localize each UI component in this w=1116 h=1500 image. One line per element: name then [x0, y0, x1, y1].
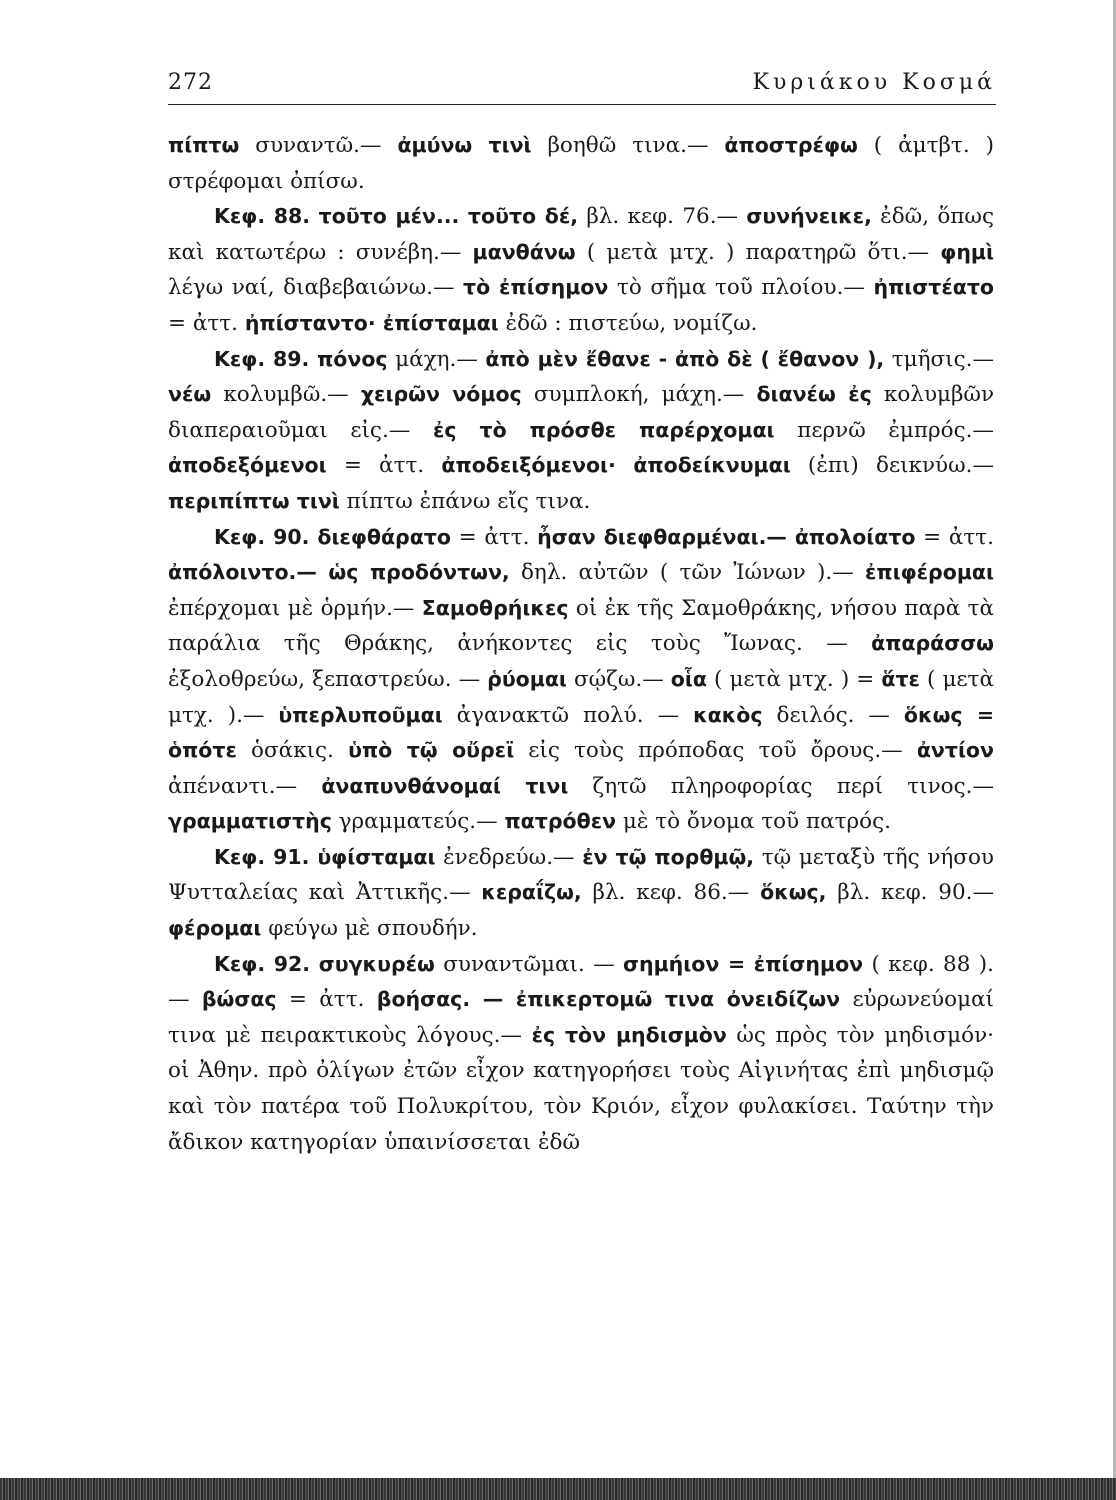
- gloss: μάχη.—: [387, 346, 486, 372]
- gloss: ἐνεδρεύω.—: [435, 844, 583, 870]
- lemma: φέρομαι: [168, 916, 262, 941]
- lemma: συνήνεικε,: [746, 204, 872, 229]
- gloss: δειλός. —: [762, 702, 904, 728]
- lemma: ἀμύνω τινὶ: [397, 133, 532, 157]
- gloss: ἀγανακτῶ πολύ. —: [442, 702, 694, 728]
- document-body: [168, 128, 994, 1160]
- gloss: τῷ μεταξὺ τῆς νήσου Ψυτταλείας καὶ Ἀττικῆς.—: [168, 844, 994, 906]
- gloss: ὡς πρὸς τὸν μηδισμόν· οἱ Ἀθην. πρὸ ὀλίγων ἐτῶν εἶχον κατηγορήσει τοὺς Αἰγινήτας ἐπὶ μηδισμῷ καὶ τὸν πατέρα τοῦ Πολυκρίτου, τὸν Κριόν, εἶχον φυλακίσει. Ταύτην τὴν ἄδικον κατηγορίαν ὑπαινίσσεται ἐδῶ: [168, 1022, 994, 1155]
- gloss: ( κεφ. 88 ).—: [168, 951, 995, 1013]
- lemma: πίπτω: [168, 133, 240, 157]
- gloss: (ἐπι) δεικνύω.—: [790, 453, 994, 479]
- page-number: 272: [168, 70, 213, 95]
- gloss: πίπτω ἐπάνω εἴς τινα.: [339, 488, 591, 514]
- gloss: περνῶ ἐμπρός.—: [774, 417, 994, 443]
- gloss: εὐρωνεύομαί τινα μὲ πειρακτικοὺς λόγους.—: [168, 987, 994, 1048]
- gloss: ( μετὰ μτχ. ) =: [706, 666, 882, 692]
- gloss: βλ. κεφ. 76.—: [578, 204, 747, 230]
- lemma: ἐς τὸν μηδισμὸν: [531, 1022, 727, 1047]
- paragraph: [168, 840, 994, 947]
- gloss: = ἀττ.: [276, 987, 377, 1013]
- gloss: ἐξολοθρεύω, ξεπαστρεύω. —: [168, 666, 488, 692]
- lemma: μανθάνω: [472, 239, 576, 264]
- scan-edge: [0, 1478, 1116, 1500]
- gloss: γραμματεύς.—: [331, 809, 505, 835]
- paragraph: [168, 128, 994, 199]
- page-header: [168, 70, 996, 105]
- gloss: κολυμβῶ.—: [211, 382, 361, 408]
- gloss: ἐδῶ : πιστεύω, νομίζω.: [498, 310, 758, 336]
- lemma: περιπίπτω τινὶ: [168, 488, 340, 513]
- gloss: ( μετὰ μτχ. ).—: [168, 666, 994, 728]
- lemma: ἀντίον: [916, 738, 994, 763]
- lemma: Κεφ. 92. συγκυρέω: [214, 951, 435, 976]
- lemma: πατρόθεν: [504, 809, 617, 834]
- lemma: νέω: [168, 382, 212, 407]
- lemma: ὑπερλυποῦμαι: [278, 702, 443, 727]
- gloss: βοηθῶ τινα.—: [531, 133, 725, 158]
- lemma: ἠπίσταντο· ἐπίσταμαι: [244, 310, 499, 335]
- gloss: συμπλοκή, μάχη.—: [521, 382, 757, 408]
- gloss: ἀπέναντι.—: [168, 773, 322, 799]
- lemma: φημὶ: [940, 239, 994, 264]
- lemma: τὸ ἐπίσημον: [463, 275, 609, 300]
- lemma: βώσας: [201, 987, 277, 1012]
- gloss: βλ. κεφ. 90.—: [826, 880, 994, 906]
- lemma: Σαμοθρήικες: [421, 595, 569, 620]
- lemma: Κεφ. 88. τοῦτο μέν... τοῦτο δέ,: [214, 204, 579, 229]
- lemma: κακὸς: [693, 702, 763, 727]
- gloss: ἐδῶ, ὅπως καὶ κατωτέρω : συνέβη.—: [168, 204, 994, 265]
- lemma: ἦσαν διεφθαρμέναι.— ἀπολοίατο: [537, 524, 916, 549]
- lemma: σημήιον = ἐπίσημον: [623, 951, 864, 976]
- lemma: ἀναπυνθάνομαί τινι: [321, 773, 569, 798]
- lemma: ἐς τὸ πρόσθε παρέρχομαι: [432, 417, 775, 442]
- lemma: χειρῶν νόμος: [360, 382, 522, 407]
- gloss: τὸ σῆμα τοῦ πλοίου.—: [608, 275, 874, 301]
- lemma: κεραΐζω,: [481, 880, 582, 905]
- gloss: λέγω ναί, διαβεβαιώνω.—: [168, 275, 464, 301]
- lemma: ἀπόλοιντο.— ὡς προδόντων,: [168, 560, 510, 585]
- gloss: = ἀττ.: [168, 310, 245, 336]
- lemma: γραμματιστὴς: [168, 809, 332, 834]
- lemma: ἅτε: [881, 666, 920, 691]
- lemma: ἀποδεξόμενοι: [168, 453, 327, 478]
- gloss: συναντῶμαι. —: [434, 951, 624, 977]
- gloss: ἐπέρχομαι μὲ ὁρμήν.—: [168, 595, 422, 621]
- gloss: = ἀττ.: [915, 524, 994, 550]
- gloss: συναντῶ.—: [239, 133, 398, 158]
- lemma: ἠπιστέατο: [873, 275, 994, 300]
- paragraph: [168, 199, 994, 341]
- gloss: κολυμβῶν διαπεραιοῦμαι εἰς.—: [168, 382, 995, 443]
- lemma: ἐν τῷ πορθμῷ,: [582, 844, 755, 869]
- gloss: φεύγω μὲ σπουδήν.: [261, 916, 478, 942]
- gloss: = ἀττ.: [450, 524, 538, 550]
- gloss: μὲ τὸ ὄνομα τοῦ πατρός.: [616, 809, 891, 835]
- lemma: διανέω ἐς: [756, 382, 872, 407]
- lemma: ἀπαράσσω: [871, 631, 994, 656]
- lemma: ὅκως,: [760, 880, 827, 905]
- gloss: = ἀττ.: [326, 453, 442, 479]
- lemma: ἀποδειξόμενοι· ἀποδείκνυμαι: [441, 453, 791, 478]
- gloss: ζητῶ πληροφορίας περί τινος.—: [568, 773, 994, 799]
- lemma: Κεφ. 89. πόνος: [214, 346, 388, 371]
- lemma: ἐπιφέρομαι: [865, 560, 994, 585]
- lemma: ἀπὸ μὲν ἔθανε - ἀπὸ δὲ ( ἔθανον ),: [485, 346, 885, 371]
- gloss: ( μετὰ μτχ. ) παρατηρῶ ὅτι.—: [575, 239, 941, 265]
- paragraph: [168, 342, 994, 520]
- lemma: ὑπὸ τῷ οὔρεϊ: [348, 738, 515, 763]
- lemma: Κεφ. 90. διεφθάρατο: [214, 524, 451, 549]
- lemma: ἀποστρέφω: [724, 133, 858, 157]
- gloss: βλ. κεφ. 86.—: [581, 880, 761, 906]
- lemma: Κεφ. 91. ὑφίσταμαι: [214, 844, 436, 869]
- lemma: οἷα: [670, 666, 707, 691]
- gloss: ὁσάκις.: [236, 738, 349, 764]
- gloss: σῴζω.—: [566, 666, 671, 692]
- running-title: Κυριάκου Κοσμά: [752, 70, 996, 95]
- lemma: ῥύομαι: [487, 666, 567, 691]
- gloss: δηλ. αὐτῶν ( τῶν Ἰώνων ).—: [509, 560, 865, 586]
- lemma: βοήσας. — ἐπικερτομῶ τινα ὀνειδίζων: [376, 987, 841, 1012]
- lemma: ὅκως = ὁπότε: [168, 702, 994, 763]
- paragraph: [168, 520, 994, 840]
- gloss: τμῆσις.—: [884, 346, 994, 372]
- paragraph: [168, 947, 994, 1161]
- gloss: οἱ ἐκ τῆς Σαμοθράκης, νήσου παρὰ τὰ παράλια τῆς Θράκης, ἀνήκοντες εἰς τοὺς Ἴωνας. —: [168, 595, 994, 657]
- gloss: εἰς τοὺς πρόποδας τοῦ ὄρους.—: [514, 738, 917, 764]
- gloss: ( ἀμτβτ. ) στρέφομαι ὀπίσω.: [168, 133, 995, 194]
